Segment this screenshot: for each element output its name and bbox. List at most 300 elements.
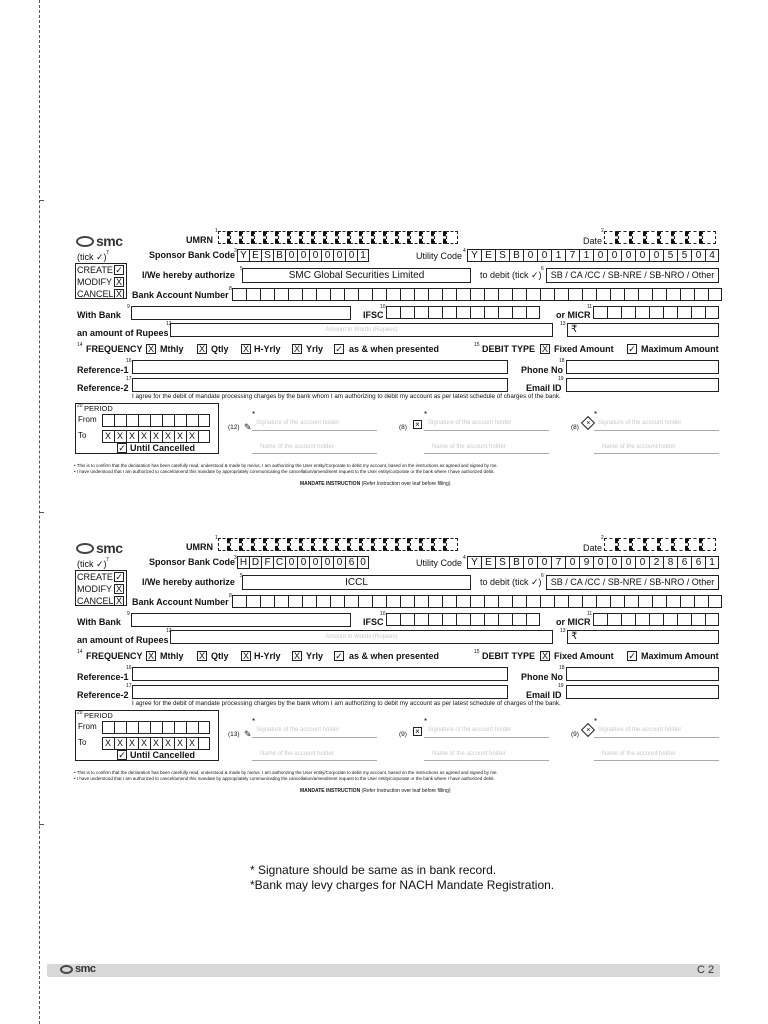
to-label: To: [78, 431, 87, 440]
utility-code-boxes[interactable]: [467, 556, 719, 569]
umrn-boxes-cell: [410, 538, 422, 551]
ifsc-boxes-cell: [400, 613, 414, 626]
bank-account-boxes-cell: [260, 595, 274, 608]
freq-yrly-checkbox[interactable]: X: [293, 344, 300, 354]
utility-code-boxes-cell: S: [495, 249, 509, 262]
footer-bar: [47, 964, 720, 977]
umrn-boxes[interactable]: [218, 231, 458, 244]
bank-account-boxes-cell: [582, 595, 596, 608]
freq-hyrly-checkbox[interactable]: X: [242, 344, 249, 354]
debit-type-label: DEBIT TYPE: [482, 651, 536, 661]
from-date-boxes-cell: [102, 721, 114, 734]
utility-code-boxes-cell: 1: [705, 556, 719, 569]
freq-hyrly-checkbox[interactable]: X: [242, 651, 249, 661]
phone-field[interactable]: [566, 360, 719, 374]
email-field[interactable]: [566, 378, 719, 392]
date-boxes-cell: [688, 231, 702, 244]
micr-label: or MICR: [556, 617, 591, 627]
field-number: 13: [560, 628, 566, 634]
field-number: 17: [126, 376, 132, 382]
bank-account-boxes-cell: [302, 595, 316, 608]
rupee-symbol: ₹: [571, 324, 578, 335]
bank-account-boxes-cell: [330, 288, 344, 301]
create-checkbox[interactable]: ✓: [115, 572, 123, 582]
utility-code-boxes-cell: 0: [621, 249, 635, 262]
field-number: 1: [215, 535, 218, 541]
sponsor-code-boxes-cell: E: [249, 249, 261, 262]
freq-mthly-checkbox[interactable]: X: [147, 344, 154, 354]
field-number: 6: [541, 573, 544, 579]
fixed-amount-label: Fixed Amount: [554, 344, 614, 354]
max-amount-label: Maximum Amount: [641, 344, 719, 354]
reference1-field[interactable]: [132, 360, 508, 374]
mandate-instruction-note: (Refer Instruction over leaf before filling): [360, 788, 451, 794]
until-cancelled-checkbox[interactable]: ✓: [118, 750, 126, 760]
amount-figure-field[interactable]: [567, 323, 719, 337]
fixed-amount-checkbox[interactable]: X: [541, 651, 548, 661]
field-number: 2: [601, 535, 604, 541]
bank-account-boxes-cell: [288, 288, 302, 301]
name-hint: Name of the account holder: [602, 444, 676, 450]
signature-number: (13): [228, 731, 240, 738]
field-number: 4: [463, 248, 466, 254]
from-date-boxes-cell: [174, 414, 186, 427]
utility-code-boxes-cell: 0: [621, 556, 635, 569]
field-number: 14: [77, 342, 83, 348]
utility-code-boxes-cell: S: [495, 556, 509, 569]
sponsor-code-boxes[interactable]: [237, 249, 369, 262]
date-label: Date: [583, 236, 603, 246]
utility-code-boxes-cell: 0: [523, 556, 537, 569]
to-date-x: X: [141, 431, 148, 441]
smc-logo-icon: [76, 236, 94, 247]
freq-asp-checkbox[interactable]: ✓: [335, 651, 343, 661]
cancel-label: CANCEL: [77, 596, 114, 606]
bank-account-boxes-cell: [680, 595, 694, 608]
utility-code-boxes-cell: 4: [705, 249, 719, 262]
mandate-instruction: [300, 789, 451, 794]
date-boxes[interactable]: [604, 538, 716, 551]
field-number: 16: [126, 358, 132, 364]
phone-label: Phone No: [521, 672, 563, 682]
amount-figure-field[interactable]: [567, 630, 719, 644]
utility-code-boxes-cell: 0: [649, 249, 663, 262]
email-field[interactable]: [566, 685, 719, 699]
bank-account-boxes-cell: [456, 288, 470, 301]
freq-mthly-checkbox[interactable]: X: [147, 651, 154, 661]
company-name: ICCL: [345, 577, 368, 588]
field-number: 6: [541, 266, 544, 272]
ifsc-boxes-cell: [386, 613, 400, 626]
field-number: 11: [587, 611, 593, 617]
bank-account-boxes-cell: [708, 595, 722, 608]
utility-code-boxes-cell: 0: [635, 556, 649, 569]
umrn-boxes-cell: [266, 231, 278, 244]
sponsor-code-boxes[interactable]: [237, 556, 369, 569]
umrn-boxes-cell: [230, 538, 242, 551]
bank-account-boxes-cell: [610, 595, 624, 608]
fixed-amount-checkbox[interactable]: X: [541, 344, 548, 354]
date-boxes-cell: [702, 231, 716, 244]
bank-account-boxes-cell: [442, 595, 456, 608]
date-label: Date: [583, 543, 603, 553]
field-number: 16: [126, 665, 132, 671]
fixed-amount-label: Fixed Amount: [554, 651, 614, 661]
umrn-boxes-cell: [374, 231, 386, 244]
from-date-boxes-cell: [186, 414, 198, 427]
bank-account-boxes-cell: [680, 288, 694, 301]
date-boxes-cell: [674, 231, 688, 244]
signature-hint: Signature of the account holder: [598, 727, 682, 733]
reference2-field[interactable]: [132, 378, 508, 392]
umrn-boxes-cell: [302, 538, 314, 551]
sponsor-code-boxes-cell: C: [273, 556, 285, 569]
umrn-boxes-cell: [422, 538, 434, 551]
utility-code-boxes-cell: B: [509, 249, 523, 262]
date-boxes[interactable]: [604, 231, 716, 244]
from-date-boxes-cell: [198, 414, 210, 427]
umrn-boxes-cell: [290, 538, 302, 551]
bank-account-boxes-cell: [540, 288, 554, 301]
sponsor-code-boxes-cell: D: [249, 556, 261, 569]
stamp-box-icon: ×: [413, 727, 422, 736]
email-label: Email ID: [526, 690, 562, 700]
max-amount-checkbox[interactable]: ✓: [628, 651, 636, 661]
date-boxes-cell: [660, 538, 674, 551]
sponsor-code-boxes-cell: 0: [285, 556, 297, 569]
ifsc-boxes-cell: [526, 613, 540, 626]
sponsor-code-boxes-cell: 0: [297, 556, 309, 569]
umrn-boxes-cell: [242, 538, 254, 551]
field-number: 12: [166, 628, 172, 634]
utility-code-boxes-cell: 0: [593, 249, 607, 262]
date-boxes-cell: [646, 538, 660, 551]
umrn-boxes-cell: [218, 538, 230, 551]
to-date-x: X: [189, 431, 196, 441]
bank-account-label: Bank Account Number: [132, 597, 229, 607]
bank-name-field[interactable]: [131, 306, 351, 320]
freq-asp-label: as & when presented: [349, 344, 440, 354]
field-number: 8: [229, 593, 232, 599]
signature-hint: Signature of the account holder: [256, 727, 340, 733]
phone-label: Phone No: [521, 365, 563, 375]
umrn-boxes-cell: [326, 231, 338, 244]
bank-account-boxes-cell: [526, 288, 540, 301]
signature-number: (8): [571, 424, 579, 431]
bank-account-boxes-cell: [344, 595, 358, 608]
utility-code-boxes-cell: 0: [523, 249, 537, 262]
bank-account-boxes-cell: [316, 288, 330, 301]
bank-account-boxes-cell: [554, 595, 568, 608]
amount-words-hint: Amount in Words (Rupees): [325, 327, 398, 333]
until-cancelled-label: Until Cancelled: [130, 750, 196, 760]
bank-account-boxes-cell: [666, 595, 680, 608]
create-label: CREATE: [77, 572, 113, 582]
field-number: 3: [234, 555, 237, 561]
bank-account-boxes-cell: [512, 595, 526, 608]
sponsor-code-boxes-cell: 1: [357, 249, 369, 262]
utility-code-boxes-cell: 5: [663, 249, 677, 262]
to-date-x: X: [129, 431, 136, 441]
agree-text: I agree for the debit of mandate processing charges by the bank whom I am authorizing to debit my account as per latest schedule of charges of the bank.: [132, 700, 561, 707]
signature-number: (8): [399, 424, 407, 431]
bank-account-boxes-cell: [232, 595, 246, 608]
field-number: 15: [474, 342, 480, 348]
authorize-label: I/We hereby authorize: [142, 270, 235, 280]
umrn-boxes-cell: [230, 231, 242, 244]
cut-mark: [39, 512, 44, 513]
umrn-boxes-cell: [278, 538, 290, 551]
to-date-x: X: [177, 738, 184, 748]
field-number: 14: [77, 649, 83, 655]
micr-label: or MICR: [556, 310, 591, 320]
cancel-checkbox[interactable]: X: [115, 289, 122, 299]
umrn-boxes[interactable]: [218, 538, 458, 551]
bank-account-boxes-cell: [512, 288, 526, 301]
name-hint: Name of the account holder: [432, 444, 506, 450]
utility-code-boxes-cell: E: [481, 249, 495, 262]
utility-code-boxes-cell: 0: [537, 249, 551, 262]
field-number: 20: [77, 403, 83, 409]
date-boxes-cell: [618, 538, 632, 551]
footer-logo: [60, 963, 96, 975]
sponsor-code-boxes-cell: H: [237, 556, 249, 569]
bank-account-boxes-cell: [386, 288, 400, 301]
frequency-label: FREQUENCY: [86, 651, 143, 661]
bank-account-boxes-cell: [358, 288, 372, 301]
from-label: From: [78, 415, 97, 424]
umrn-boxes-cell: [386, 231, 398, 244]
date-boxes-cell: [632, 231, 646, 244]
to-date-x: X: [189, 738, 196, 748]
to-date-x: X: [153, 431, 160, 441]
from-date-boxes-cell: [126, 721, 138, 734]
name-line: [252, 760, 377, 761]
from-date-boxes[interactable]: [102, 721, 210, 734]
bank-account-boxes-cell: [470, 595, 484, 608]
name-line: [594, 453, 719, 454]
bank-account-boxes-cell: [596, 595, 610, 608]
utility-code-boxes-cell: 9: [579, 556, 593, 569]
bank-account-boxes-cell: [484, 288, 498, 301]
bank-account-boxes-cell: [400, 288, 414, 301]
authorize-label: I/We hereby authorize: [142, 577, 235, 587]
utility-code-boxes[interactable]: [467, 249, 719, 262]
utility-code-boxes-cell: Y: [467, 249, 481, 262]
umrn-boxes-cell: [434, 538, 446, 551]
umrn-boxes-cell: [218, 231, 230, 244]
from-date-boxes-cell: [186, 721, 198, 734]
freq-yrly-label: Yrly: [306, 651, 324, 661]
umrn-boxes-cell: [422, 231, 434, 244]
freq-asp-checkbox[interactable]: ✓: [335, 344, 343, 354]
field-number: 7: [106, 557, 109, 563]
create-checkbox[interactable]: ✓: [115, 265, 123, 275]
frequency-label: FREQUENCY: [86, 344, 143, 354]
sponsor-code-boxes-cell: 0: [321, 249, 333, 262]
modify-checkbox[interactable]: X: [115, 277, 122, 287]
field-number: 20: [77, 710, 83, 716]
from-label: From: [78, 722, 97, 731]
utility-code-boxes-cell: Y: [467, 556, 481, 569]
name-line: [424, 760, 549, 761]
utility-code-boxes-cell: B: [509, 556, 523, 569]
umrn-boxes-cell: [314, 538, 326, 551]
bank-account-boxes-cell: [344, 288, 358, 301]
bank-account-boxes[interactable]: [232, 288, 722, 301]
from-date-boxes-cell: [150, 414, 162, 427]
sponsor-code-boxes-cell: 0: [285, 249, 297, 262]
signature-hint: Signature of the account holder: [598, 420, 682, 426]
utility-code-label: Utility Code: [416, 558, 463, 568]
to-date-x: X: [165, 431, 172, 441]
modify-checkbox[interactable]: X: [115, 584, 122, 594]
field-number: 10: [380, 304, 386, 310]
reference1-label: Reference-1: [77, 365, 129, 375]
umrn-boxes-cell: [410, 231, 422, 244]
from-date-boxes[interactable]: [102, 414, 210, 427]
bank-account-boxes-cell: [582, 288, 596, 301]
freq-qtly-checkbox[interactable]: X: [198, 344, 205, 354]
field-number: 18: [559, 665, 565, 671]
bank-account-boxes-cell: [274, 595, 288, 608]
bank-account-boxes-cell: [246, 595, 260, 608]
bank-account-boxes-cell: [694, 288, 708, 301]
freq-qtly-checkbox[interactable]: X: [198, 651, 205, 661]
micr-boxes-cell: [705, 613, 719, 626]
ifsc-boxes-cell: [470, 613, 484, 626]
smc-logo-icon: [76, 543, 94, 554]
utility-code-boxes-cell: 0: [635, 249, 649, 262]
bank-account-boxes-cell: [554, 288, 568, 301]
bank-account-boxes-cell: [610, 288, 624, 301]
bank-account-boxes-cell: [568, 595, 582, 608]
date-boxes-cell: [604, 231, 618, 244]
date-boxes-cell: [688, 538, 702, 551]
name-line: [252, 453, 377, 454]
to-date-x: X: [129, 738, 136, 748]
field-number: 5: [240, 573, 243, 579]
umrn-boxes-cell: [350, 231, 362, 244]
bank-account-boxes[interactable]: [232, 595, 722, 608]
date-boxes-cell: [618, 231, 632, 244]
utility-code-boxes-cell: E: [481, 556, 495, 569]
bank-account-boxes-cell: [484, 595, 498, 608]
period-label: PERIOD: [84, 711, 113, 720]
max-amount-checkbox[interactable]: ✓: [628, 344, 636, 354]
field-number: 3: [234, 248, 237, 254]
field-number: 7: [106, 250, 109, 256]
umrn-boxes-cell: [254, 231, 266, 244]
signature-line: [594, 737, 719, 738]
mandate-instruction: [300, 482, 451, 487]
utility-code-boxes-cell: 0: [593, 556, 607, 569]
utility-code-boxes-cell: 5: [677, 249, 691, 262]
freq-hyrly-label: H-Yrly: [254, 651, 281, 661]
ifsc-boxes-cell: [442, 613, 456, 626]
cut-mark: [39, 200, 44, 201]
bank-account-boxes-cell: [666, 288, 680, 301]
bank-account-boxes-cell: [498, 595, 512, 608]
bank-account-boxes-cell: [442, 288, 456, 301]
bank-account-boxes-cell: [470, 288, 484, 301]
declaration-1: • This is to confirm that the declaration has been carefully read, understood & made by me/us. I am authorizing the User entity/Corporate to debit my account, based on the instructions as agreed and signed by me.: [74, 770, 498, 775]
to-date-x: X: [177, 431, 184, 441]
micr-boxes-cell: [607, 613, 621, 626]
umrn-boxes-cell: [314, 231, 326, 244]
sponsor-code-label: Sponsor Bank Code: [149, 250, 236, 260]
mandate-form-1: [0, 0, 768, 487]
micr-boxes[interactable]: [593, 613, 719, 626]
declaration-2: • I have understood that I am authorized to cancel/amend this mandate by appropriately communicating the cancellation/amendment request to the User entity/corporate or the bank where I have authorized debit.: [74, 469, 495, 474]
utility-code-boxes-cell: 1: [579, 249, 593, 262]
freq-asp-label: as & when presented: [349, 651, 440, 661]
signature-star: *: [424, 717, 428, 726]
freq-hyrly-label: H-Yrly: [254, 344, 281, 354]
mandate-instruction-bold: MANDATE INSTRUCTION: [300, 481, 361, 487]
reference1-field[interactable]: [132, 667, 508, 681]
phone-field[interactable]: [566, 667, 719, 681]
sponsor-code-boxes-cell: S: [261, 249, 273, 262]
freq-yrly-checkbox[interactable]: X: [293, 651, 300, 661]
umrn-label: UMRN: [186, 235, 213, 245]
umrn-boxes-cell: [434, 231, 446, 244]
from-date-boxes-cell: [162, 414, 174, 427]
umrn-boxes-cell: [338, 538, 350, 551]
micr-boxes-cell: [649, 613, 663, 626]
smc-logo-text: smc: [96, 540, 123, 556]
from-date-boxes-cell: [114, 414, 126, 427]
reference2-field[interactable]: [132, 685, 508, 699]
declaration-2: • I have understood that I am authorized to cancel/amend this mandate by appropriately communicating the cancellation/amendment request to the User entity/corporate or the bank where I have authorized debit.: [74, 776, 495, 781]
field-number: 17: [126, 683, 132, 689]
reference1-label: Reference-1: [77, 672, 129, 682]
ifsc-boxes[interactable]: [386, 613, 540, 626]
umrn-boxes-cell: [326, 538, 338, 551]
utility-code-boxes-cell: 0: [691, 249, 705, 262]
sponsor-code-boxes-cell: B: [273, 249, 285, 262]
bank-account-boxes-cell: [288, 595, 302, 608]
bank-account-boxes-cell: [652, 288, 666, 301]
company-name: SMC Global Securities Limited: [288, 270, 425, 281]
name-hint: Name of the account holder: [602, 751, 676, 757]
micr-boxes-cell: [593, 613, 607, 626]
date-boxes-cell: [646, 231, 660, 244]
from-date-boxes-cell: [150, 721, 162, 734]
sponsor-code-label: Sponsor Bank Code: [149, 557, 236, 567]
note-bank-charges: *Bank may levy charges for NACH Mandate Registration.: [250, 878, 555, 892]
sponsor-code-boxes-cell: 0: [321, 556, 333, 569]
bank-account-boxes-cell: [456, 595, 470, 608]
umrn-boxes-cell: [350, 538, 362, 551]
create-label: CREATE: [77, 265, 113, 275]
signature-line: [594, 430, 719, 431]
sponsor-code-boxes-cell: 0: [345, 249, 357, 262]
bank-account-boxes-cell: [372, 595, 386, 608]
cancel-checkbox[interactable]: X: [115, 596, 122, 606]
sponsor-code-boxes-cell: 0: [333, 249, 345, 262]
utility-code-boxes-cell: 6: [691, 556, 705, 569]
until-cancelled-checkbox[interactable]: ✓: [118, 443, 126, 453]
utility-code-boxes-cell: 0: [537, 556, 551, 569]
email-label: Email ID: [526, 383, 562, 393]
bank-name-field[interactable]: [131, 613, 351, 627]
bank-account-boxes-cell: [596, 288, 610, 301]
sponsor-code-boxes-cell: 6: [345, 556, 357, 569]
ifsc-boxes-cell: [428, 613, 442, 626]
account-type-options: SB / CA /CC / SB-NRE / SB-NRO / Other: [550, 577, 715, 587]
umrn-boxes-cell: [398, 231, 410, 244]
